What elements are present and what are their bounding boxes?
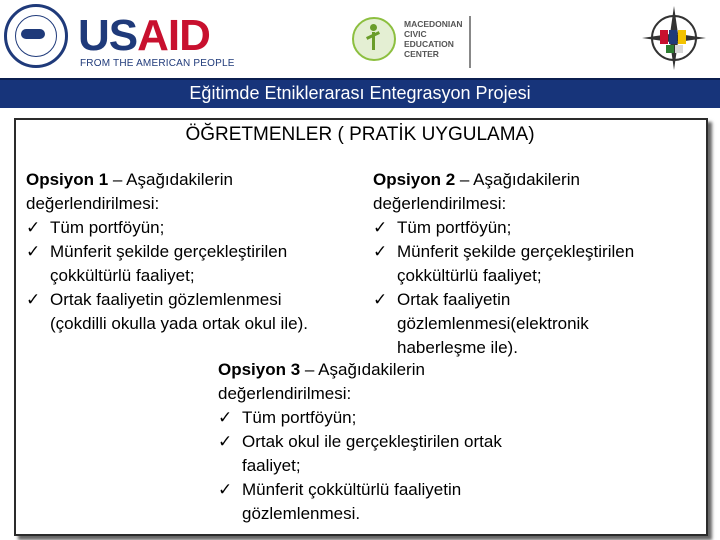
item-text: Ortak faaliyetin <box>397 290 511 309</box>
option-heading <box>26 168 308 192</box>
check-icon: ✓ <box>218 432 233 451</box>
option-heading-line2: değerlendirilmesi: <box>373 194 507 213</box>
check-icon: ✓ <box>373 218 388 237</box>
option-heading <box>218 358 502 382</box>
usaid-seal-logo <box>4 4 68 68</box>
handshake-icon <box>21 29 45 39</box>
check-icon: ✓ <box>373 242 388 261</box>
usaid-aid-text: AID <box>137 11 210 60</box>
list-item <box>218 406 502 430</box>
check-icon: ✓ <box>218 408 233 427</box>
item-text: Ortak faaliyetin gözlemlenmesi <box>50 290 282 309</box>
option-3-block <box>218 358 502 526</box>
item-text: Tüm portföyün; <box>50 218 165 237</box>
item-text: Münferit çokkültürlü faaliyetin <box>242 480 462 499</box>
list-item <box>26 240 308 264</box>
check-icon: ✓ <box>373 290 388 309</box>
mce-figure-icon <box>366 24 380 52</box>
list-item <box>373 288 634 312</box>
option-label: Opsiyon 1 <box>26 170 109 189</box>
option-heading-line2: değerlendirilmesi: <box>26 194 160 213</box>
option-heading <box>373 168 634 192</box>
item-text-cont: gözlemlenmesi(elektronik <box>397 314 589 333</box>
option-1-block <box>26 168 308 336</box>
check-icon: ✓ <box>218 480 233 499</box>
option-2-block <box>373 168 634 360</box>
usaid-us-text: US <box>78 11 138 60</box>
option-label: Opsiyon 3 <box>218 360 301 379</box>
list-item <box>218 430 502 454</box>
banner-title: Eğitimde Etniklerarası Entegrasyon Projesi <box>189 83 531 103</box>
compass-flags-logo <box>640 4 708 72</box>
item-text-cont: haberleşme ile). <box>397 338 518 357</box>
item-text-cont: çokkültürlü faaliyet; <box>397 266 542 285</box>
mce-line: EDUCATION <box>404 39 454 49</box>
item-text: Tüm portföyün; <box>242 408 357 427</box>
mce-line: CENTER <box>404 49 439 59</box>
list-item <box>26 288 308 312</box>
list-item <box>373 240 634 264</box>
list-item <box>218 478 502 502</box>
item-text: Münferit şekilde gerçekleştirilen <box>397 242 635 261</box>
option-heading-rest: – Aşağıdakilerin <box>455 170 580 189</box>
mce-line: MACEDONIAN <box>404 19 463 29</box>
item-text: Ortak okul ile gerçekleştirilen ortak <box>242 432 502 451</box>
mce-logo-text <box>404 19 463 59</box>
item-text: Tüm portföyün; <box>397 218 512 237</box>
item-text-cont: çokkültürlü faaliyet; <box>50 266 195 285</box>
option-heading-rest: – Aşağıdakilerin <box>300 360 425 379</box>
mce-line: CIVIC <box>404 29 427 39</box>
option-label: Opsiyon 2 <box>373 170 456 189</box>
usaid-tagline: FROM THE AMERICAN PEOPLE <box>80 58 235 69</box>
usaid-wordmark <box>78 11 210 60</box>
option-heading-rest: – Aşağıdakilerin <box>108 170 233 189</box>
project-banner <box>0 78 720 108</box>
header-logos <box>0 0 720 78</box>
check-icon: ✓ <box>26 290 41 309</box>
check-icon: ✓ <box>26 218 41 237</box>
list-item <box>373 216 634 240</box>
mce-divider <box>469 16 471 68</box>
panel-title: ÖĞRETMENLER ( PRATİK UYGULAMA) <box>185 124 535 145</box>
item-text: Münferit şekilde gerçekleştirilen <box>50 242 288 261</box>
item-text-cont: (çokdilli okulla yada ortak okul ile). <box>50 314 308 333</box>
list-item <box>26 216 308 240</box>
item-text-cont: faaliyet; <box>242 456 301 475</box>
mce-figure-head <box>370 24 377 31</box>
option-heading-line2: değerlendirilmesi: <box>218 384 352 403</box>
check-icon: ✓ <box>26 242 41 261</box>
item-text-cont: gözlemlenmesi. <box>242 504 361 523</box>
